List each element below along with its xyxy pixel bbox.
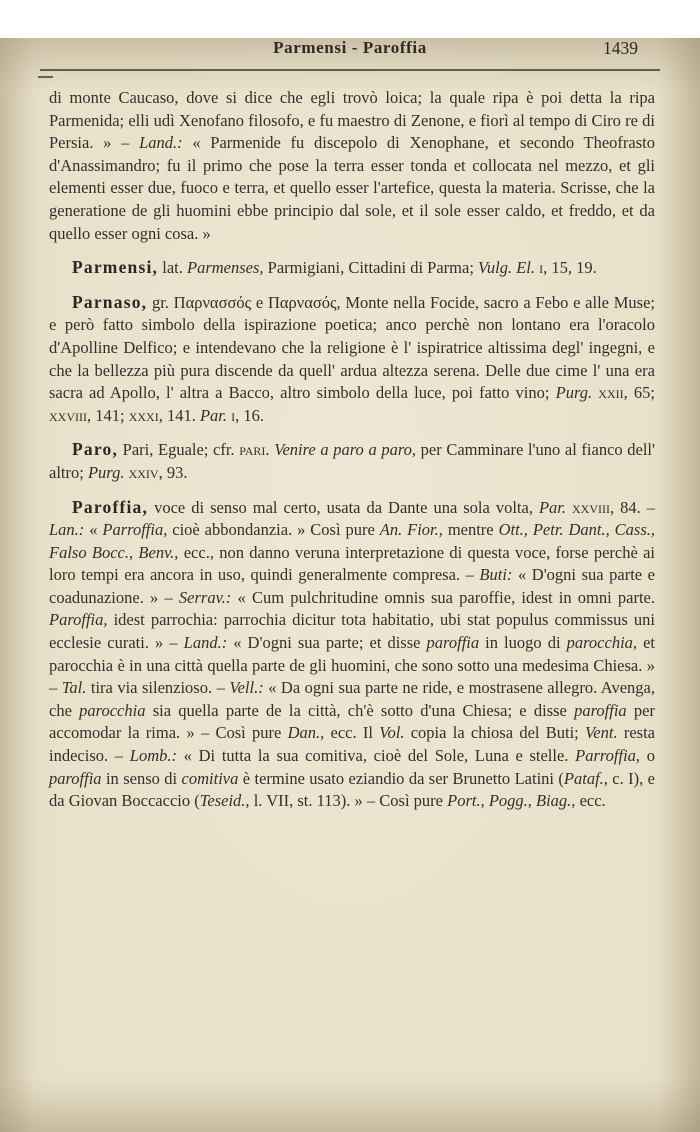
text-segment: xxii, 65; xxviii, 141; xxxi, 141. — [49, 383, 655, 425]
text-segment: « Da ogni sua parte ne ride, e mostrasene allegro. Avenga, che — [49, 678, 656, 720]
text-segment: in senso di — [101, 768, 182, 788]
text-segment: xxviii, 84. – — [566, 497, 655, 517]
text-segment: resta indeciso. – — [49, 723, 655, 766]
text-segment: Venire a paro a paro, — [274, 440, 417, 460]
text-segment: paroffia — [574, 700, 627, 720]
text-segment: « D'ogni sua parte; et disse — [227, 633, 427, 653]
text-segment: Pataf., — [563, 768, 608, 788]
text-segment: è termine usato eziandio da ser Brunetto Latini ( — [238, 768, 564, 788]
text-segment: et parocchia è in una città quella parte de gli huomini, che sono sotto una medesima Chiesa. » – — [49, 633, 655, 698]
text-segment: xxiv, 93. — [124, 462, 188, 482]
text-segment: « Parmenide fu discepolo di Xenophane, et secondo Theofrasto d'Anassimandro; fu il primo che pose la terra esser tonda et collocata nel mezzo, et gli elementi esser due, fuoco e terra, et quello esser l'artefice, questa la materia. Scrisse, che la generatione de gli huomini ebbe principio dal sole, et il sole esser caldo, et freddo, et da quello esser ogni cosa. » — [49, 133, 655, 243]
entry-headword: Paroffia, — [72, 496, 149, 517]
text-segment: mentre — [442, 520, 499, 540]
entry-headword: Paro, — [72, 439, 119, 460]
text-segment: Purg. — [555, 383, 593, 403]
scanned-book-page — [0, 38, 700, 1132]
text-segment: Purg. — [87, 462, 125, 482]
text-segment: Vent. — [585, 723, 618, 743]
dictionary-entries — [49, 87, 655, 813]
text-segment: Vulg. El. — [478, 258, 536, 278]
text-segment: Parmigiani, Cittadini di Parma; — [263, 258, 479, 278]
text-segment: copia la chiosa del Buti; — [404, 723, 586, 743]
text-segment: gr. Παρνασσός e Παρνασός, Monte nella Focide, sacro a Febo e alle Muse; e però fatto simbolo della ispirazione poetica; anco perchè non lontano era l'oracolo d'Apolline Delfico; e intendevano che la religione è l' ispiratrice altissima degl' ingegni, e che la bellezza più pura discende da quell' ardua altezza serena. Delle due cime l' una era sacra ad Apollo, l' altra a Bacco, altro simbolo della luce, poi fatto vino; — [49, 292, 655, 403]
text-segment: Land.: — [183, 633, 228, 653]
margin-tick — [38, 76, 53, 78]
text-segment: ecc., non danno veruna interpretazione di questa voce, forse perchè ai loro tempi era ancora in uso, quindi generalmente compresa. – — [49, 542, 655, 585]
text-segment: Paroffia, — [49, 610, 108, 630]
text-segment: Tal. — [61, 678, 87, 698]
text-segment: i, 16. — [227, 405, 264, 425]
entry-parmensi — [49, 256, 655, 280]
text-segment: Parroffia, — [102, 520, 168, 540]
entry-paroffia — [49, 496, 655, 813]
text-segment: di monte Caucaso, dove si dice che egli trovò loica; la quale ripa è poi detta la ripa Parmenida; elli udì Xenofano filosofo, e fu maestro di Zenone, e fiorì al tempo di Ciro re di Persia. » – — [49, 88, 655, 153]
text-segment: per Camminare l'uno al fianco dell' altro; — [49, 440, 655, 482]
entry-parnaso — [49, 291, 655, 428]
text-segment: c. I), e da Giovan Boccaccio ( — [49, 768, 656, 811]
text-segment: voce di senso mal certo, usata da Dante una sola volta, — [148, 497, 539, 517]
entry-headword: Parmensi, — [72, 257, 159, 278]
entry-parmenide-continuation — [49, 87, 655, 245]
text-segment: Par. — [199, 405, 227, 425]
text-segment: Serrav.: — [178, 587, 232, 607]
text-segment: Buti: — [479, 565, 513, 585]
text-segment: Parmenses, — [187, 258, 264, 278]
entry-headword: Parnaso, — [72, 291, 148, 312]
text-segment: Pari, Eguale; cfr. — [118, 440, 240, 460]
text-segment: Port., Pogg., Biag., — [447, 791, 576, 811]
running-title: Parmensi - Paroffia — [273, 38, 427, 57]
header-rule — [40, 69, 660, 71]
text-segment: Lan.: — [49, 520, 85, 540]
text-segment: in luogo di — [479, 633, 567, 653]
text-segment: Ott., Petr. Dant., Cass., Falso Bocc., Benv., — [49, 520, 655, 562]
text-segment: parocchia, — [566, 633, 638, 653]
text-segment: Dan., — [287, 723, 325, 743]
text-segment: tira via silenzioso. – — [86, 678, 230, 698]
text-segment: « D'ogni sua parte e coadunazione. » – — [49, 565, 655, 607]
text-segment: pari. — [239, 440, 270, 460]
text-segment: per accomodar la rima. » – Così pure — [49, 700, 656, 743]
text-segment: parocchia — [79, 700, 146, 720]
text-segment: l. VII, st. 113). » – Così pure — [249, 791, 448, 811]
text-segment: Land.: — [139, 133, 183, 153]
text-segment: paroffia — [49, 768, 102, 788]
text-segment: « — [84, 520, 103, 540]
text-segment: idest parrochia: parrochia dicitur tota habitatio, ubi stat populus commissus uni ecclesie curati. » – — [49, 610, 655, 653]
text-segment: Vell.: — [229, 678, 264, 698]
text-segment: « Cum pulchritudine omnis sua paroffie, idest in omni parte. — [231, 587, 655, 607]
entry-paro — [49, 438, 655, 484]
text-segment: Lomb.: — [129, 746, 177, 766]
text-segment: Teseid., — [199, 791, 250, 811]
text-segment: comitiva — [181, 768, 239, 788]
text-segment: sia quella parte de la città, ch'è sotto d'una Chiesa; e disse — [145, 700, 575, 720]
text-segment: An. Fior., — [379, 520, 443, 540]
text-segment: « Di tutta la sua comitiva, cioè del Sole, Luna e stelle. — [176, 746, 576, 766]
text-segment: paroffia — [426, 633, 480, 653]
text-segment: Vol. — [379, 723, 405, 743]
text-segment: lat. — [158, 258, 188, 278]
text-segment: Parroffia, — [575, 746, 641, 766]
text-segment: i, 15, 19. — [535, 258, 597, 278]
text-segment: cioè abbondanzia. » Così pure — [167, 520, 380, 540]
text-segment: o — [640, 746, 656, 766]
text-segment: ecc. Il — [324, 723, 380, 743]
page-header — [40, 38, 660, 60]
text-segment: Par. — [538, 497, 566, 517]
text-segment: ecc. — [575, 791, 606, 811]
page-number: 1439 — [603, 38, 638, 58]
